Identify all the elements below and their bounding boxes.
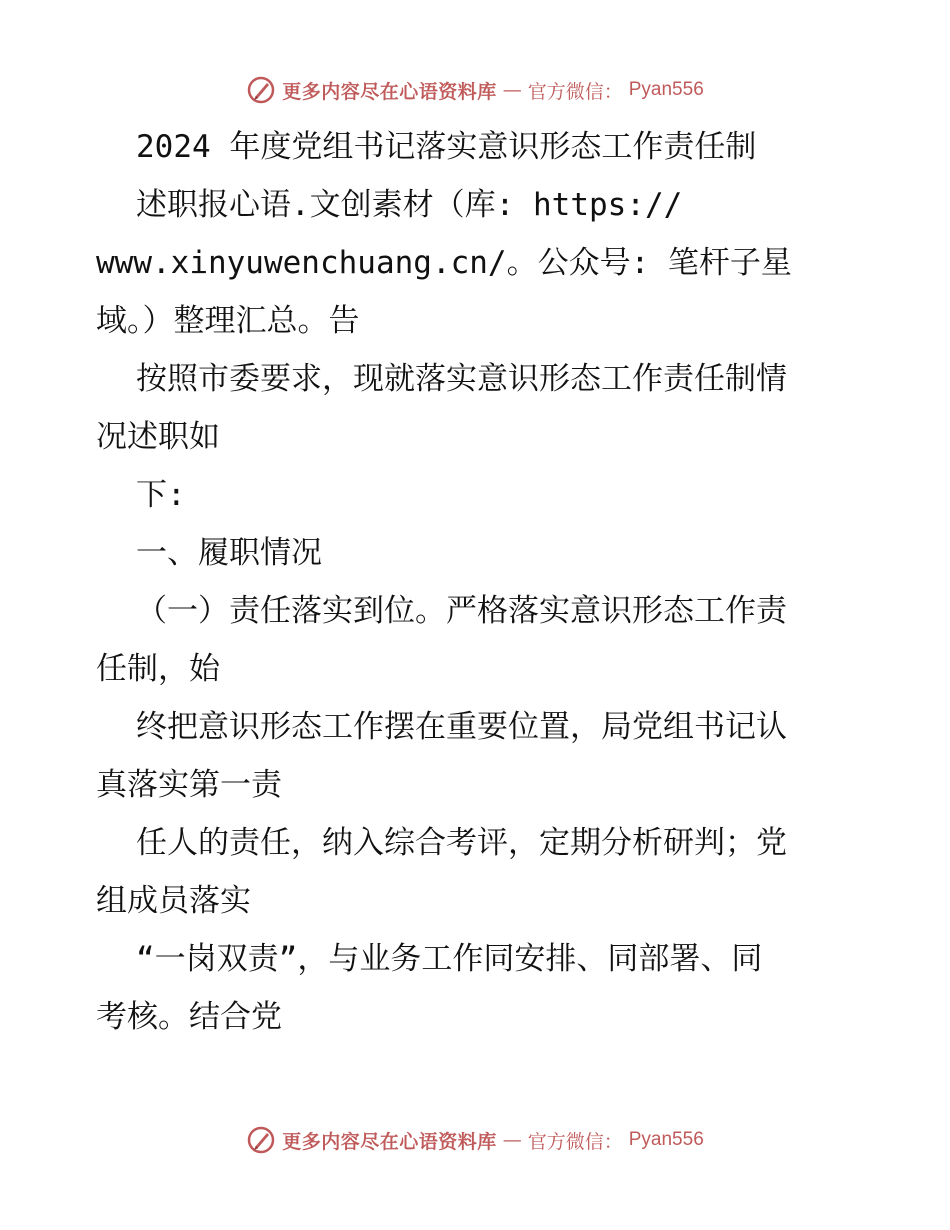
body-line: “一岗双责”，与业务工作同安排、同部署、同 <box>136 941 763 977</box>
watermark-separator: — <box>502 79 522 101</box>
body-line: www.xinyuwenchuang.cn/。公众号: 笔杆子星 <box>96 245 792 281</box>
watermark-wechat-label: 官方微信： <box>527 1130 623 1153</box>
body-line: 真落实第一责 <box>96 767 282 803</box>
watermark-group <box>246 75 704 105</box>
section-heading: 一、履职情况 <box>136 535 322 571</box>
body-line: 按照市委要求，现就落实意识形态工作责任制情 <box>136 361 787 397</box>
body-line: 组成员落实 <box>96 883 251 919</box>
watermark-wechat-id: Pyan556 <box>628 1129 704 1150</box>
body-line: 考核。结合党 <box>96 999 282 1035</box>
header-watermark <box>0 70 950 110</box>
document-body <box>96 118 856 1046</box>
watermark-main-text: 更多内容尽在心语资料库 <box>282 1130 497 1153</box>
watermark-wechat-label: 官方微信： <box>527 80 623 103</box>
body-line: 2024 年度党组书记落实意识形态工作责任制 <box>136 129 757 165</box>
body-line: 述职报心语.文创素材（库: https:// <box>136 187 683 223</box>
body-line: 下: <box>136 477 186 513</box>
body-line: 域。）整理汇总。告 <box>96 303 360 339</box>
body-line: （一）责任落实到位。严格落实意识形态工作责 <box>136 593 787 629</box>
body-line: 终把意识形态工作摆在重要位置，局党组书记认 <box>136 709 787 745</box>
body-line: 况述职如 <box>96 419 220 455</box>
watermark-group <box>246 1125 704 1155</box>
watermark-separator: — <box>502 1129 522 1151</box>
quill-logo-icon <box>246 75 276 105</box>
watermark-wechat-id: Pyan556 <box>628 79 704 100</box>
watermark-main-text: 更多内容尽在心语资料库 <box>282 80 497 103</box>
body-line: 任人的责任，纳入综合考评，定期分析研判；党 <box>136 825 787 861</box>
footer-watermark <box>0 1120 950 1160</box>
body-line: 任制，始 <box>96 651 220 687</box>
quill-logo-icon <box>246 1125 276 1155</box>
